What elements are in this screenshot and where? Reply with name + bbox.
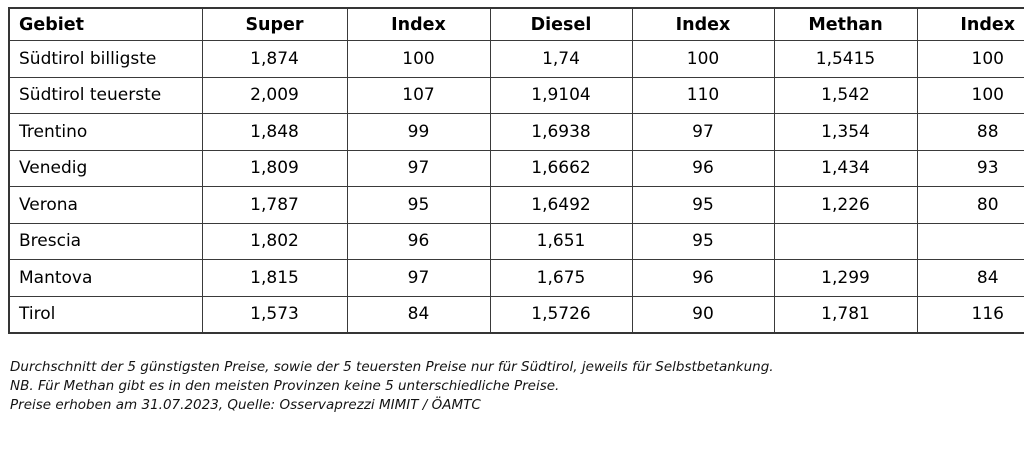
table-cell: 110 <box>632 77 774 114</box>
table-cell: 97 <box>347 260 490 297</box>
table-cell: 96 <box>632 260 774 297</box>
table-cell: 80 <box>917 187 1024 224</box>
table-cell: 97 <box>632 114 774 151</box>
table-cell <box>917 223 1024 260</box>
table-cell: 1,651 <box>490 223 632 260</box>
table-cell: 100 <box>917 41 1024 78</box>
column-header: Index <box>917 8 1024 41</box>
column-header: Super <box>202 8 347 41</box>
table-cell: 96 <box>347 223 490 260</box>
table-cell: 1,5415 <box>774 41 917 78</box>
table-cell: 93 <box>917 150 1024 187</box>
table-cell: 1,5726 <box>490 296 632 333</box>
table-row <box>9 114 1024 151</box>
table-cell: Tirol <box>9 296 202 333</box>
column-header: Index <box>347 8 490 41</box>
column-header: Index <box>632 8 774 41</box>
table-cell: 1,9104 <box>490 77 632 114</box>
table-cell: Verona <box>9 187 202 224</box>
table-cell: 1,802 <box>202 223 347 260</box>
table-cell: Brescia <box>9 223 202 260</box>
table-cell: 100 <box>917 77 1024 114</box>
table-row <box>9 150 1024 187</box>
table-cell: 84 <box>347 296 490 333</box>
table-cell: Mantova <box>9 260 202 297</box>
table-cell: 95 <box>347 187 490 224</box>
table-cell <box>774 223 917 260</box>
table-cell: 1,6492 <box>490 187 632 224</box>
table-cell: 1,675 <box>490 260 632 297</box>
table-cell: 1,542 <box>774 77 917 114</box>
table-cell: 1,573 <box>202 296 347 333</box>
table-cell: Trentino <box>9 114 202 151</box>
table-body <box>9 41 1024 334</box>
table-cell: 1,781 <box>774 296 917 333</box>
table-cell: 88 <box>917 114 1024 151</box>
table-cell: 107 <box>347 77 490 114</box>
table-cell: 1,6938 <box>490 114 632 151</box>
table-cell: 99 <box>347 114 490 151</box>
table-cell: 1,6662 <box>490 150 632 187</box>
table-cell: 1,74 <box>490 41 632 78</box>
table-row <box>9 41 1024 78</box>
column-header: Diesel <box>490 8 632 41</box>
table-cell: 95 <box>632 187 774 224</box>
table-cell: 100 <box>347 41 490 78</box>
table-cell: 90 <box>632 296 774 333</box>
footnote-line: Preise erhoben am 31.07.2023, Quelle: Osservaprezzi MIMIT / ÖAMTC <box>10 397 481 413</box>
table-cell: 1,354 <box>774 114 917 151</box>
table-row <box>9 296 1024 333</box>
table-cell: 1,809 <box>202 150 347 187</box>
table-row <box>9 77 1024 114</box>
table-cell: 1,787 <box>202 187 347 224</box>
table-cell: 1,848 <box>202 114 347 151</box>
column-header: Methan <box>774 8 917 41</box>
header-row <box>9 8 1024 41</box>
table-header <box>9 8 1024 41</box>
table-cell: 1,815 <box>202 260 347 297</box>
table-cell: 100 <box>632 41 774 78</box>
footnotes-block <box>10 358 774 415</box>
table-cell: 1,874 <box>202 41 347 78</box>
table-cell: 96 <box>632 150 774 187</box>
table-row <box>9 187 1024 224</box>
table-cell: 95 <box>632 223 774 260</box>
table-cell: Südtirol billigste <box>9 41 202 78</box>
table-cell: 2,009 <box>202 77 347 114</box>
table-cell: 1,299 <box>774 260 917 297</box>
column-header: Gebiet <box>9 8 202 41</box>
table-cell: Südtirol teuerste <box>9 77 202 114</box>
footnote-line: Durchschnitt der 5 günstigsten Preise, sowie der 5 teuersten Preise nur für Südtirol, jeweils für Selbstbetankung. <box>10 359 774 375</box>
table-cell: 1,226 <box>774 187 917 224</box>
footnote-line: NB. Für Methan gibt es in den meisten Provinzen keine 5 unterschiedliche Preise. <box>10 378 560 394</box>
table-cell: 97 <box>347 150 490 187</box>
fuel-price-table <box>8 7 1024 334</box>
table-row <box>9 223 1024 260</box>
table-cell: 116 <box>917 296 1024 333</box>
table-cell: 1,434 <box>774 150 917 187</box>
table-cell: Venedig <box>9 150 202 187</box>
table-cell: 84 <box>917 260 1024 297</box>
table-row <box>9 260 1024 297</box>
